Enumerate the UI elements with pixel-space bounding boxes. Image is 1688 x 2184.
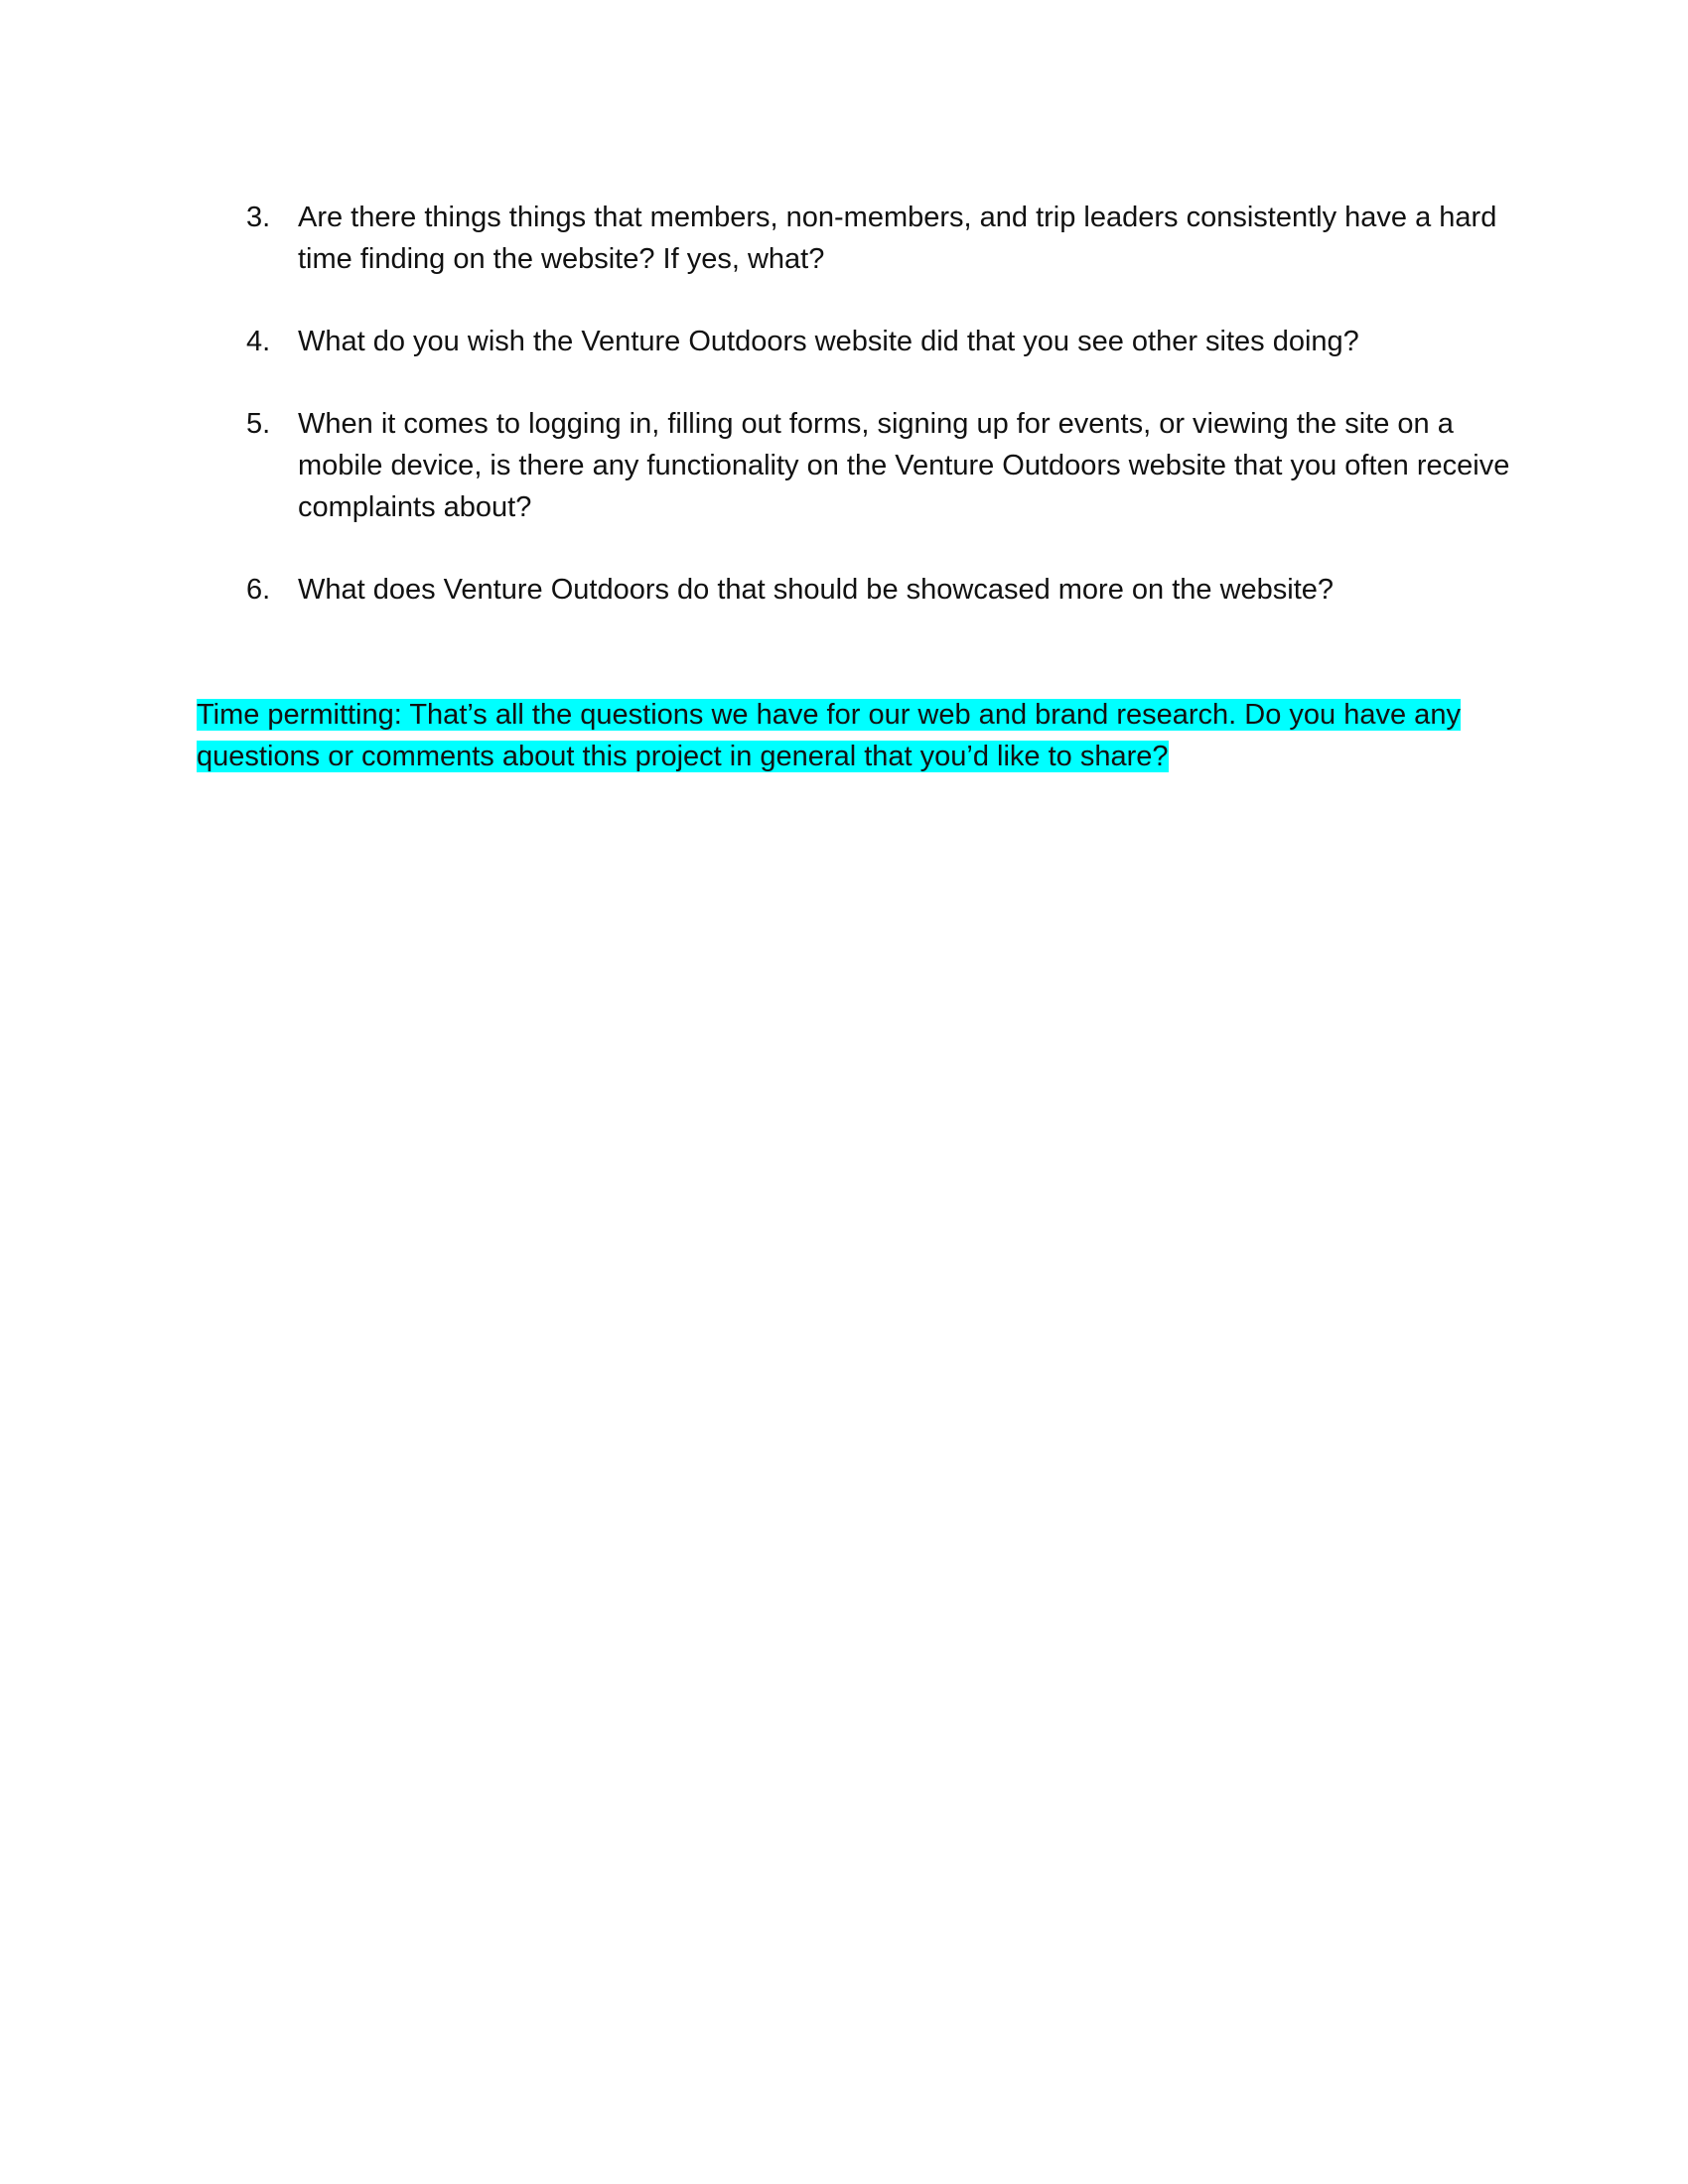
question-number: 4. [246,326,271,357]
question-text: Are there things things that members, non-members, and trip leaders consistently have a hard time finding on the website? If yes, what? [298,202,1497,275]
question-text: What does Venture Outdoors do that should be showcased more on the website? [298,574,1335,606]
question-item-3 [240,197,1511,280]
question-text: What do you wish the Venture Outdoors website did that you see other sites doing? [298,326,1359,357]
closing-note-paragraph [197,694,1477,777]
highlighted-closing-note: Time permitting: That’s all the questions we have for our web and brand research. Do you have any questions or comments about this project in general that you’d like to share? [197,699,1461,772]
question-list [240,197,1511,651]
question-item-5 [240,403,1511,528]
question-item-4 [240,321,1511,362]
question-item-6 [240,569,1511,611]
question-number: 6. [246,574,271,606]
question-number: 5. [246,408,271,440]
question-text: When it comes to logging in, filling out forms, signing up for events, or viewing the site on a mobile device, is there any functionality on the Venture Outdoors website that you often receive complaints about? [298,408,1510,523]
question-number: 3. [246,202,271,233]
